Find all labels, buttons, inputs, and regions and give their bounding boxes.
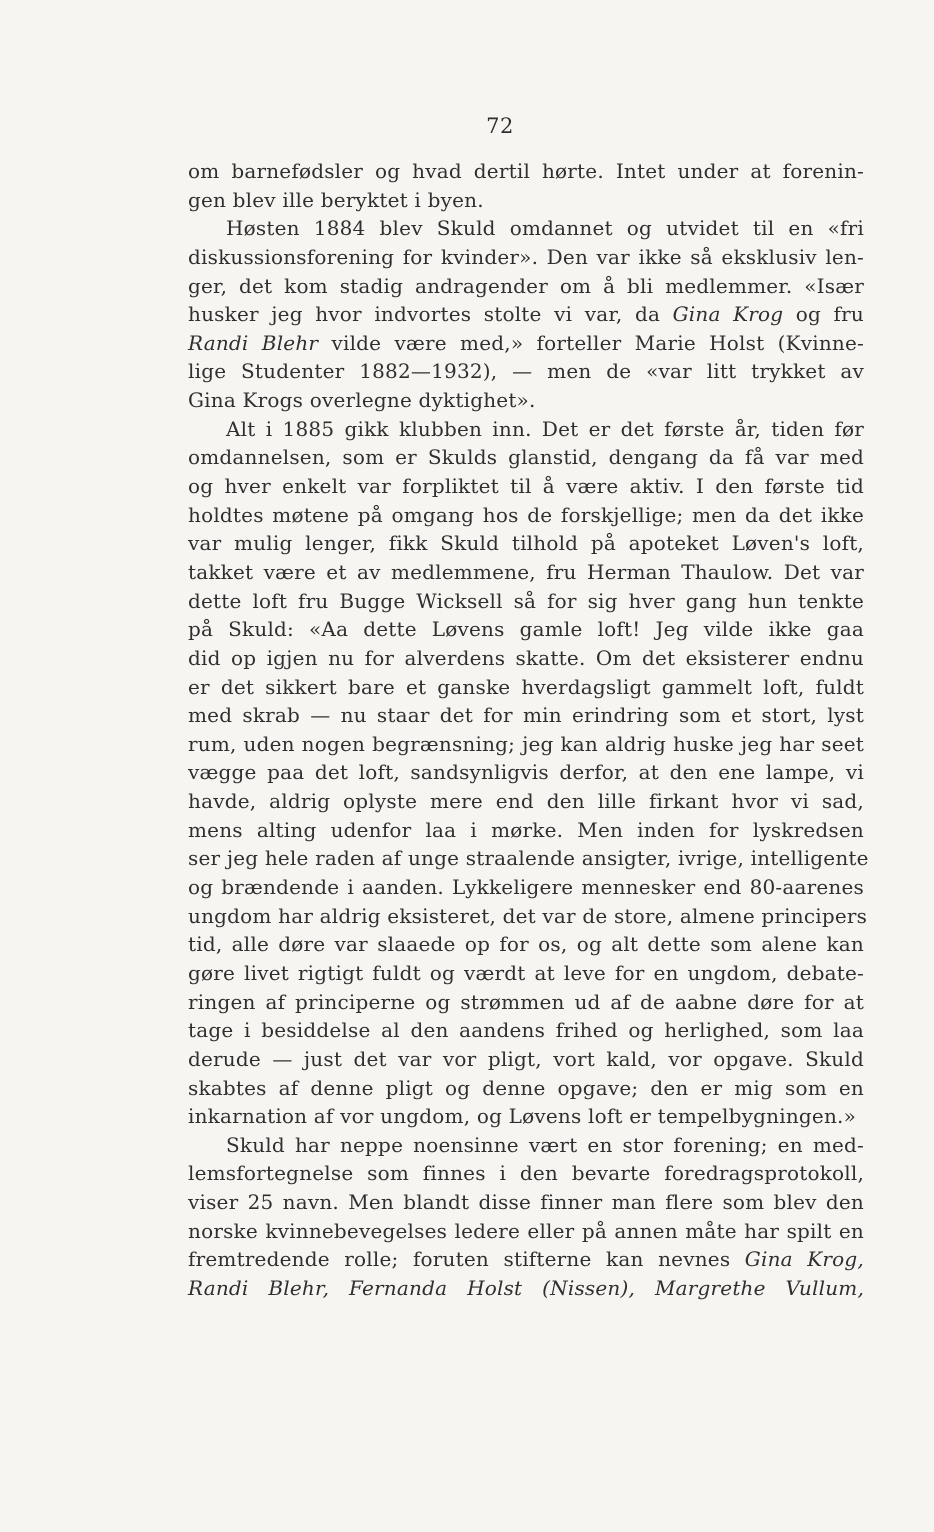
text-segment: husker jeg hvor indvortes stolte vi var, da [188,302,673,327]
text-segment: tid, alle døre var slaaede op for os, og alt dette som alene kan [188,932,864,957]
text-line [188,157,864,186]
text-segment: diskussionsforening for kvinder». Den var ikke så eksklusiv len- [188,244,864,269]
text-segment: havde, aldrig oplyste mere end den lille firkant hvor vi sad, [188,789,864,814]
text-line [188,1074,864,1103]
text-segment: ger, det kom stadig andragender om å bli medlemmer. «Især [188,273,864,298]
text-line [188,529,864,558]
text-segment: og brændende i aanden. Lykkeligere mennesker end 80-aarenes [188,875,864,900]
text-segment: gen blev ille beryktet i byen. [188,187,484,212]
text-line [188,272,864,301]
text-line [188,758,864,787]
text-line [188,959,864,988]
body-text [188,157,869,1303]
text-segment: Gina Krogs overlegne dyktighet». [188,388,536,413]
text-line [188,644,864,673]
text-line [188,443,864,472]
text-segment: på Skuld: «Aa dette Løvens gamle loft! Jeg vilde ikke gaa [188,617,864,642]
text-line [188,1102,864,1131]
text-line [188,1045,864,1074]
text-segment: mens alting udenfor laa i mørke. Men inden for lyskredsen [188,817,864,842]
text-segment: Alt i 1885 gikk klubben inn. Det er det første år, tiden før [226,416,864,441]
text-segment: er det sikkert bare et ganske hverdagsligt gammelt loft, fuldt [188,674,864,699]
text-line [188,873,864,902]
text-line [188,214,864,243]
text-segment: om barnefødsler og hvad dertil hørte. Intet under at forenin- [188,159,864,183]
text-segment: med skrab — nu staar det for min erindring som et stort, lyst [188,703,864,728]
page-number: 72 [486,114,514,138]
text-segment: skabtes af denne pligt og denne opgave; den er mig som en [188,1075,864,1100]
text-line [188,1131,864,1160]
text-line [188,1274,864,1303]
text-segment: rum, uden nogen begrænsning; jeg kan aldrig huske jeg har seet [188,731,864,756]
text-line [188,415,864,444]
text-line [188,386,864,415]
italic-name: Randi Blehr, Fernanda Holst (Nissen), Margrethe Vullum, [188,1275,864,1300]
text-segment: vægge paa det loft, sandsynligvis derfor, at den ene lampe, vi [188,760,864,785]
text-segment: inkarnation af vor ungdom, og Løvens loft er tempelbygningen.» [188,1104,857,1129]
text-segment: norske kvinnebevegelses ledere eller på annen måte har spilt en [188,1218,864,1243]
text-line [188,243,864,272]
text-line [188,816,864,845]
italic-name: Randi Blehr [188,330,319,355]
text-segment: lige Studenter 1882—1932), — men de «var litt trykket av [188,359,864,384]
text-segment: Skuld har neppe noensinne vært en stor forening; en med- [226,1132,864,1157]
text-line [188,300,864,329]
text-segment: ringen af principerne og strømmen ud af de aabne døre for at [188,989,864,1014]
text-segment: vilde være med,» forteller Marie Holst (Kvinne- [318,330,865,355]
text-segment: og fru [783,302,864,327]
text-line [188,472,864,501]
text-line [188,902,868,931]
text-segment: og hver enkelt var forpliktet til å være aktiv. I den første tid [188,474,864,499]
text-line [188,357,864,386]
text-line [188,329,864,358]
text-segment: holdtes møtene på omgang hos de forskjellige; men da det ikke [188,502,864,527]
italic-name: Gina Krog [672,302,784,327]
text-segment: dette loft fru Bugge Wicksell så for sig hver gang hun tenkte [188,588,864,613]
text-line [188,988,864,1017]
text-line [188,558,864,587]
text-line [188,615,864,644]
text-line [188,1016,864,1045]
text-segment: did op igjen nu for alverdens skatte. Om det eksisterer endnu [188,645,864,670]
text-line [188,730,864,759]
text-segment: Høsten 1884 blev Skuld omdannet og utvidet til en «fri [226,216,864,241]
text-line [188,701,864,730]
text-segment: var mulig lenger, fikk Skuld tilhold på apoteket Løven's loft, [188,531,864,556]
text-segment: lemsfortegnelse som finnes i den bevarte foredragsprotokoll, [188,1161,864,1186]
text-line [188,186,864,215]
text-line [188,1217,864,1246]
text-segment: takket være et av medlemmene, fru Herman Thaulow. Det var [188,559,864,584]
text-segment: derude — just det var vor pligt, vort kald, vor opgave. Skuld [188,1046,864,1071]
text-line [188,1188,864,1217]
text-line [188,1159,864,1188]
text-line [188,673,864,702]
text-line [188,587,864,616]
italic-name: Gina Krog, [744,1247,864,1272]
text-line [188,844,869,873]
text-segment: fremtredende rolle; foruten stifterne kan nevnes [188,1247,745,1272]
text-segment: omdannelsen, som er Skulds glanstid, dengang da få var med [188,445,864,470]
text-line [188,787,864,816]
text-segment: tage i besiddelse al den aandens frihed og herlighed, som laa [188,1018,864,1043]
text-segment: gøre livet rigtigt fuldt og værdt at leve for en ungdom, debate- [188,960,864,985]
text-segment: viser 25 navn. Men blandt disse finner man flere som blev den [188,1190,864,1215]
text-segment: ungdom har aldrig eksisteret, det var de store, almene principers [188,903,868,928]
text-line [188,501,864,530]
text-line [188,1245,864,1274]
text-segment: ser jeg hele raden af unge straalende ansigter, ivrige, intelligente [188,846,869,871]
text-line [188,930,864,959]
